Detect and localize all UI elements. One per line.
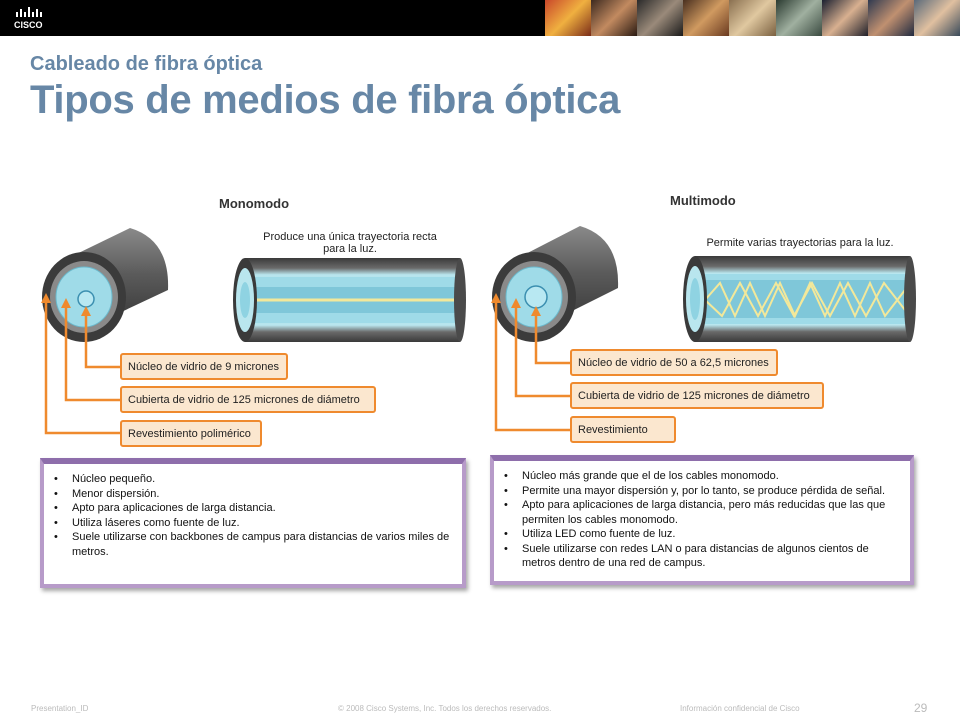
page-number: 29 [914, 701, 928, 715]
footer-confidential: Información confidencial de Cisco [680, 704, 800, 713]
multimodo-features-list [494, 461, 910, 571]
monomodo-cable-icon [42, 228, 168, 342]
list-item: • Utiliza láseres como fuente de luz. [72, 516, 456, 531]
monomodo-light-caption-line1: Produce una única trayectoria recta [263, 231, 437, 243]
monomodo-features-box [40, 458, 466, 588]
monomodo-light-caption-line2: para la luz. [323, 243, 377, 255]
multimodo-fiber-tube [683, 256, 916, 342]
multimodo-cladding-callout: Cubierta de vidrio de 125 micrones de diámetro [570, 382, 824, 409]
multimodo-coating-callout: Revestimiento [570, 416, 676, 443]
list-item: • Núcleo pequeño. [72, 472, 456, 487]
multimodo-light-caption: Permite varias trayectorias para la luz. [706, 237, 894, 249]
monomodo-features-list [44, 464, 462, 559]
list-item: • Apto para aplicaciones de larga distancia. [72, 501, 456, 516]
monomodo-fiber-tube [233, 258, 466, 342]
monomodo-cladding-callout: Cubierta de vidrio de 125 micrones de diámetro [120, 386, 376, 413]
slide-title: Tipos de medios de fibra óptica [30, 78, 621, 122]
list-item: • Menor dispersión. [72, 487, 456, 502]
slide-subtitle: Cableado de fibra óptica [30, 53, 263, 75]
list-item: • Núcleo más grande que el de los cables monomodo. [522, 469, 904, 484]
logo-text: CISCO [14, 20, 43, 30]
list-item: • Suele utilizarse con backbones de campus para distancias de varios miles de metros. [72, 530, 456, 559]
footer-copyright: © 2008 Cisco Systems, Inc. Todos los derechos reservados. [338, 704, 552, 713]
list-item: • Permite una mayor dispersión y, por lo tanto, se produce pérdida de señal. [522, 484, 904, 499]
footer-presentation-id: Presentation_ID [31, 704, 89, 713]
list-item: • Suele utilizarse con redes LAN o para distancias de algunos cientos de metros dentro de una red de campus. [522, 542, 904, 571]
multimodo-cable-icon [492, 226, 618, 342]
list-item: • Utiliza LED como fuente de luz. [522, 527, 904, 542]
multimodo-label: Multimodo [670, 193, 736, 208]
multimodo-features-box [490, 455, 914, 585]
multimodo-core-callout: Núcleo de vidrio de 50 a 62,5 micrones [570, 349, 778, 376]
monomodo-label: Monomodo [219, 196, 290, 211]
monomodo-coating-callout: Revestimiento polimérico [120, 420, 262, 447]
list-item: • Apto para aplicaciones de larga distancia, pero más reducidas que las que permiten los cables monomodo. [522, 498, 904, 527]
monomodo-light-caption [250, 231, 450, 255]
monomodo-core-callout: Núcleo de vidrio de 9 micrones [120, 353, 288, 380]
